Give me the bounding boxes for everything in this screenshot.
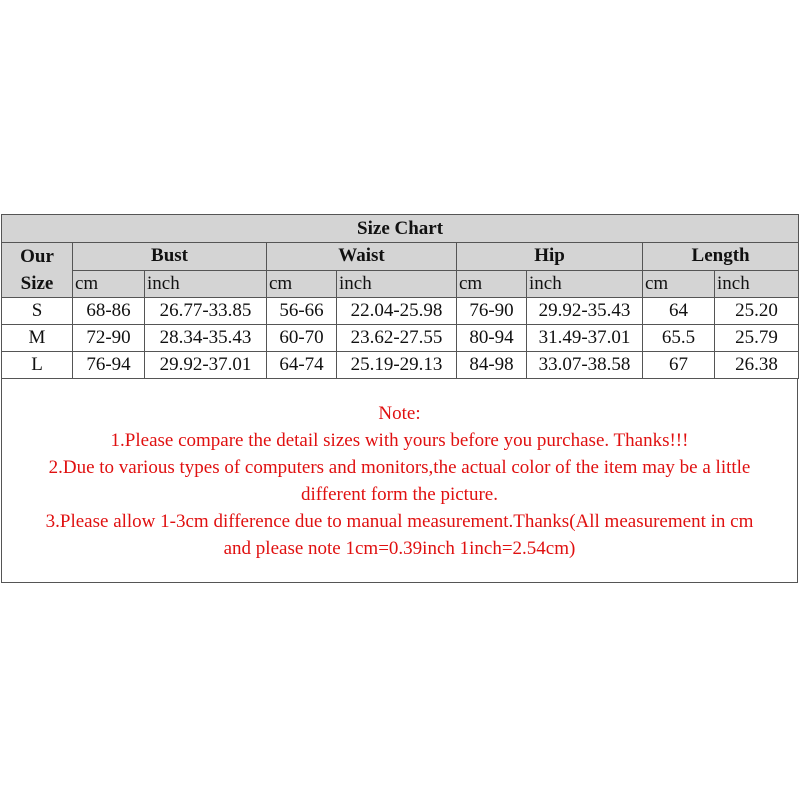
unit-inch: inch bbox=[527, 270, 643, 298]
value-cell: 80-94 bbox=[457, 325, 527, 352]
table-row bbox=[2, 352, 799, 379]
note-line: 3.Please allow 1-3cm difference due to manual measurement.Thanks(All measurement in cm bbox=[45, 511, 754, 532]
value-cell: 31.49-37.01 bbox=[527, 325, 643, 352]
value-cell: 22.04-25.98 bbox=[337, 298, 457, 325]
value-cell: 67 bbox=[643, 352, 715, 379]
value-cell: 65.5 bbox=[643, 325, 715, 352]
header-hip: Hip bbox=[457, 243, 643, 271]
size-cell: L bbox=[2, 352, 73, 379]
value-cell: 60-70 bbox=[267, 325, 337, 352]
size-cell: S bbox=[2, 298, 73, 325]
header-bust: Bust bbox=[73, 243, 267, 271]
value-cell: 28.34-35.43 bbox=[145, 325, 267, 352]
value-cell: 23.62-27.55 bbox=[337, 325, 457, 352]
note-line: 2.Due to various types of computers and monitors,the actual color of the item may be a little bbox=[48, 457, 751, 478]
size-chart bbox=[1, 214, 798, 583]
value-cell: 29.92-35.43 bbox=[527, 298, 643, 325]
header-waist: Waist bbox=[267, 243, 457, 271]
value-cell: 72-90 bbox=[73, 325, 145, 352]
unit-inch: inch bbox=[715, 270, 799, 298]
unit-cm: cm bbox=[73, 270, 145, 298]
note-line: 1.Please compare the detail sizes with yours before you purchase. Thanks!!! bbox=[110, 430, 689, 451]
value-cell: 26.77-33.85 bbox=[145, 298, 267, 325]
table-row bbox=[2, 298, 799, 325]
unit-cm: cm bbox=[457, 270, 527, 298]
value-cell: 25.79 bbox=[715, 325, 799, 352]
note-heading: Note: bbox=[378, 403, 421, 424]
note-box bbox=[1, 379, 798, 583]
unit-inch: inch bbox=[145, 270, 267, 298]
table-title: Size Chart bbox=[2, 215, 799, 243]
unit-cm: cm bbox=[643, 270, 715, 298]
note-line: and please note 1cm=0.39inch 1inch=2.54cm) bbox=[223, 538, 576, 559]
value-cell: 64 bbox=[643, 298, 715, 325]
value-cell: 76-94 bbox=[73, 352, 145, 379]
header-size: Size bbox=[20, 273, 54, 294]
value-cell: 64-74 bbox=[267, 352, 337, 379]
value-cell: 29.92-37.01 bbox=[145, 352, 267, 379]
value-cell: 84-98 bbox=[457, 352, 527, 379]
value-cell: 33.07-38.58 bbox=[527, 352, 643, 379]
value-cell: 56-66 bbox=[267, 298, 337, 325]
header-length: Length bbox=[643, 243, 799, 271]
unit-cm: cm bbox=[267, 270, 337, 298]
header-our: Our bbox=[20, 246, 54, 267]
table-row bbox=[2, 325, 799, 352]
value-cell: 68-86 bbox=[73, 298, 145, 325]
header-our-size bbox=[2, 243, 73, 298]
value-cell: 26.38 bbox=[715, 352, 799, 379]
note-line: different form the picture. bbox=[301, 484, 498, 505]
unit-inch: inch bbox=[337, 270, 457, 298]
size-chart-table bbox=[1, 214, 799, 379]
value-cell: 76-90 bbox=[457, 298, 527, 325]
size-cell: M bbox=[2, 325, 73, 352]
value-cell: 25.19-29.13 bbox=[337, 352, 457, 379]
value-cell: 25.20 bbox=[715, 298, 799, 325]
